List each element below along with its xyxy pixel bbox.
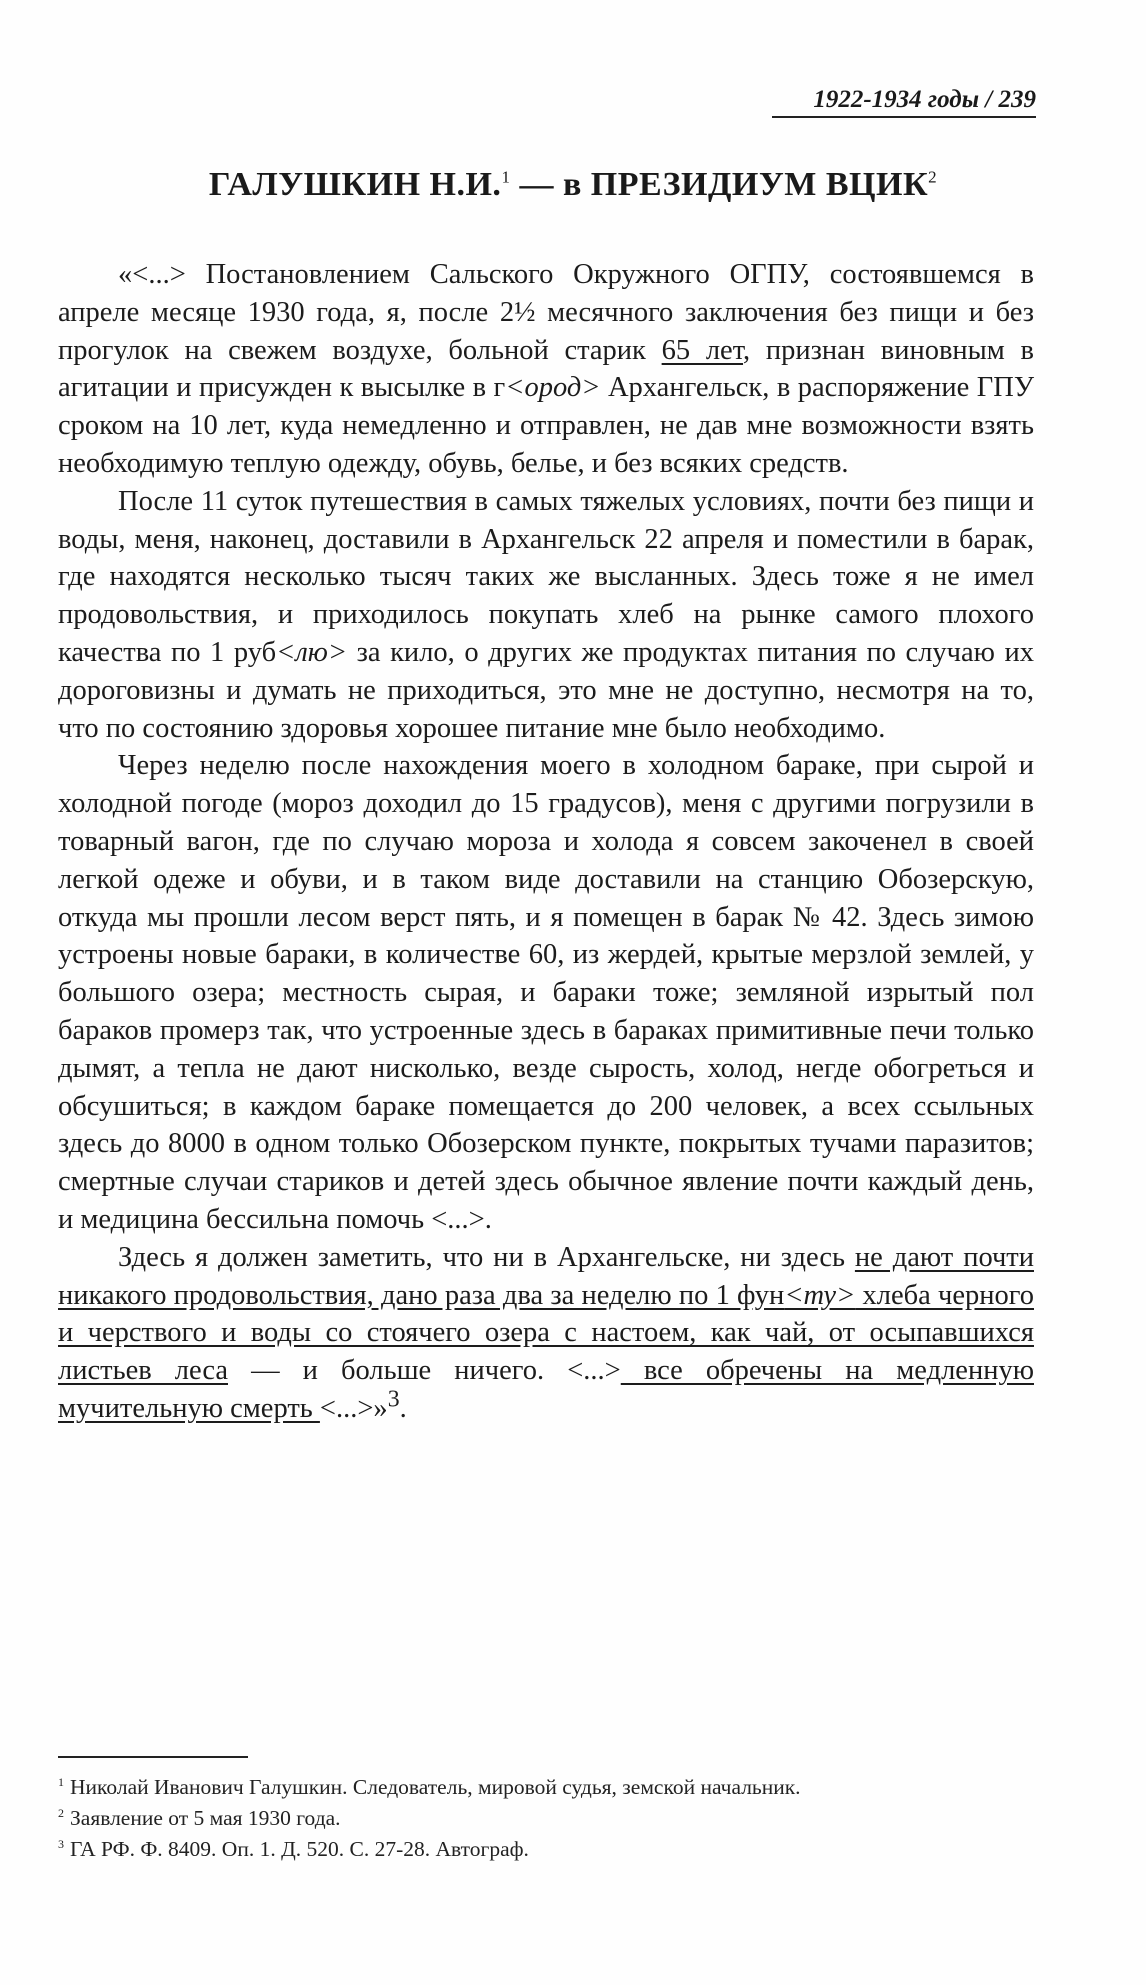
footnote-3 [58, 1834, 1038, 1865]
running-head: 1922-1934 годы / 239 [772, 86, 1036, 118]
text-run: за кило, о других же продуктах питания по случаю их дороговизны и думать не приходиться, это мне не доступно, несмотря на то, что по состоянию здоровья хорошее питание мне было необходимо. [58, 636, 1034, 744]
title-addressee: — в ПРЕЗИДИУМ ВЦИК [510, 166, 929, 203]
footnote-number: 2 [58, 1805, 64, 1820]
underlined-text: не дают почти никакого продовольствия, дано раза два за неделю по 1 фун [58, 1241, 1034, 1311]
paragraph-4 [58, 1239, 1034, 1428]
letter-body [58, 256, 1034, 1428]
text-run: «<...> Постановлением Сальского Окружного ОГПУ, состоявшемся в апреле месяце 1930 года, я, после 2½ месячного заключения без пищи и без прогулок на свежем воздухе, больной старик [58, 259, 1034, 366]
paragraph-3 [58, 747, 1034, 1238]
footnote-text: ГА РФ. Ф. 8409. Оп. 1. Д. 520. С. 27-28. Автограф. [70, 1837, 529, 1861]
footnotes [58, 1772, 1038, 1865]
text-run: Через неделю после нахождения моего в холодном бараке, при сырой и холодной погоде (мороз доходил до 15 градусов), меня с другими погрузили в товарный вагон, где по случаю мороза и холода я совсем закоченел в своей легкой одеже и обуви, и в таком виде доставили на станцию Обозерскую, откуда мы прошли лесом верст пять, и я помещен в барак № 42. Здесь зимою устроены новые бараки, в количестве 60, из жердей, крытые мерзлой землей, у большого озера; местность сырая, и бараки тоже; земляной изрытый пол бараков промерз так, что устроенные здесь в бараках примитивные печи только дымят, а тепла не дают нисколько, везде сырость, холод, негде обогреться и обсушиться; в каждом бараке помещается до 200 человек, а всех ссыльных здесь до 8000 в одном только Обозерском пункте, покрытых тучами паразитов; смертные случаи стариков и детей здесь обычное явление почти каждый день, и медицина бессильна помочь <...>. [58, 750, 1034, 1235]
footnote-number: 1 [58, 1774, 64, 1789]
editorial-insertion: <ту> [784, 1279, 856, 1311]
footnote-divider [58, 1756, 248, 1758]
text-run: После 11 суток путешествия в самых тяжелых условиях, почти без пищи и воды, меня, наконец, доставили в Архангельск 22 апреля и поместили в барак, где находятся несколько тысяч таких же высланных. Здесь тоже я не имел продовольствия, и приходилось покупать хлеб на рынке самого плохого качества по 1 руб [58, 485, 1034, 668]
title-name: ГАЛУШКИН Н.И. [208, 166, 502, 203]
footnote-number: 3 [58, 1836, 64, 1851]
underlined-text: хлеба черного и черствого и воды со стоячего озера с настоем, как чай, от осыпавшихся листьев леса [58, 1279, 1034, 1387]
editorial-insertion: <лю> [276, 636, 348, 668]
footnote-ref-3[interactable]: 3 [387, 1386, 400, 1413]
paragraph-2 [58, 483, 1034, 748]
text-run: . [399, 1392, 407, 1424]
document-title [60, 166, 1086, 204]
text-run: Здесь я должен заметить, что ни в Архангельске, ни здесь [118, 1241, 855, 1273]
footnote-ref-2[interactable]: 2 [928, 167, 938, 187]
underlined-text: 65 лет [661, 334, 744, 366]
text-run: Архангельск, в распоряжение ГПУ сроком на 10 лет, куда немедленно и отправлен, не дав мне возможности взять необходимую теплую одежду, обувь, белье, и без всяких средств. [58, 372, 1035, 479]
footnote-2 [58, 1803, 1038, 1834]
text-run: — и больше ничего. <...> [228, 1355, 621, 1387]
editorial-insertion: <ород> [505, 372, 601, 404]
underlined-text: все обречены на медленную мучительную смерть [58, 1355, 1034, 1424]
paragraph-1 [58, 256, 1034, 483]
footnote-text: Заявление от 5 мая 1930 года. [70, 1806, 341, 1830]
text-run: <...>» [319, 1392, 388, 1424]
footnote-1 [58, 1772, 1038, 1803]
footnote-text: Николай Иванович Галушкин. Следователь, мировой судья, земской начальник. [70, 1775, 801, 1799]
text-run: , признан виновным в агитации и присужден к высылке в г [58, 334, 1035, 404]
footnote-ref-1[interactable]: 1 [501, 167, 511, 187]
